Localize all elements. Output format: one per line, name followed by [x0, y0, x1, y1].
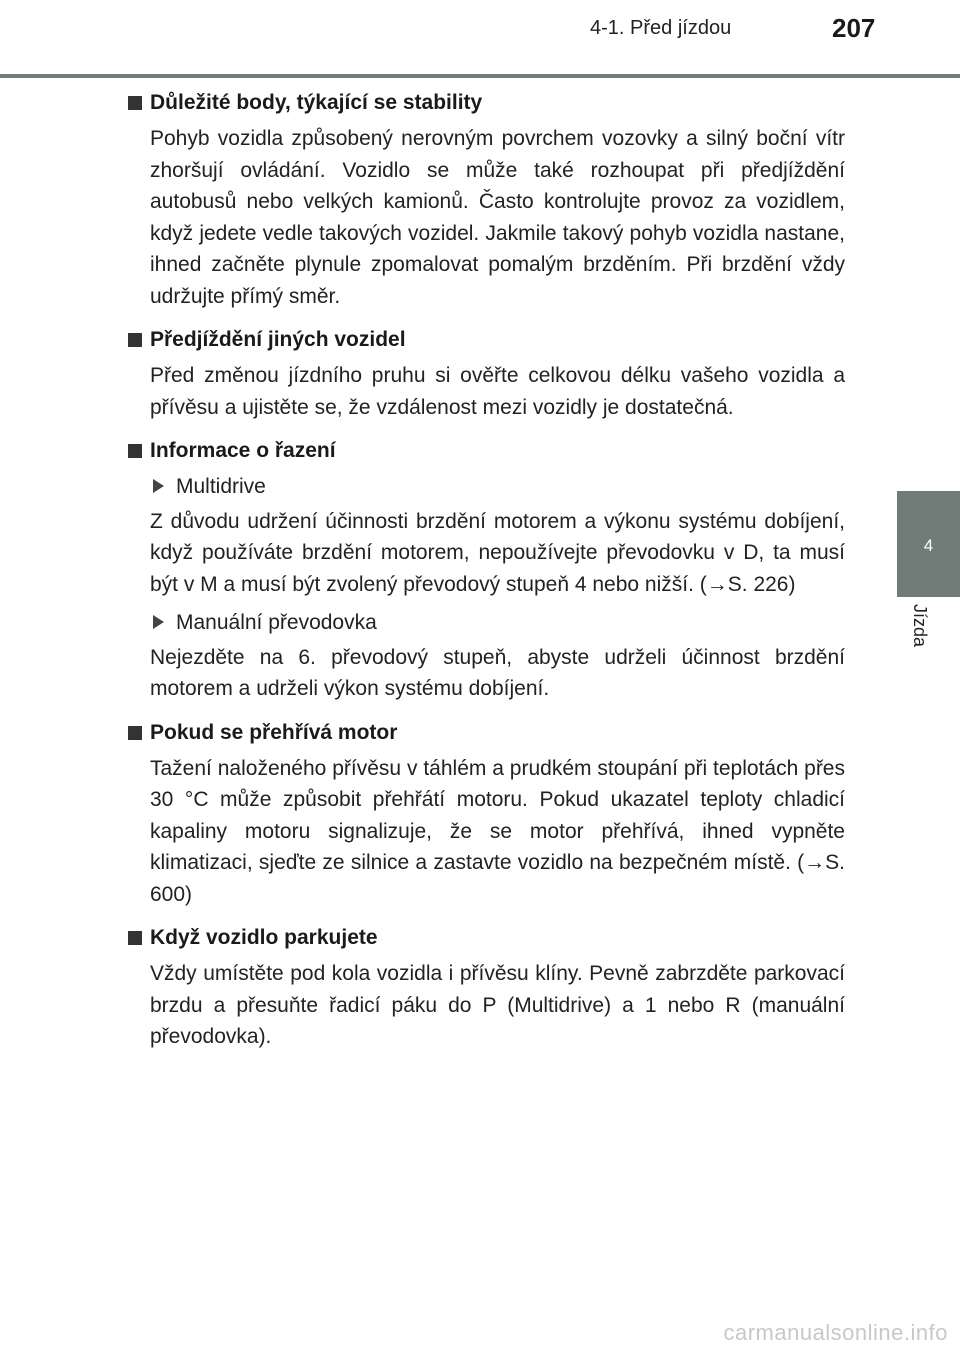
section-title: Když vozidlo parkujete: [150, 926, 378, 949]
section-heading: [125, 325, 845, 355]
section-heading: [125, 718, 845, 748]
triangle-bullet-icon: [153, 479, 164, 493]
subsection-paragraph: Nejezděte na 6. převodový stupeň, abyste udrželi účinnost brzdění motorem a udrželi výkon systému dobíjení.: [150, 645, 845, 700]
square-bullet-icon: [128, 931, 142, 945]
square-bullet-icon: [128, 333, 142, 347]
subsection-title: Manuální převodovka: [176, 611, 377, 634]
chapter-tab[interactable]: [897, 491, 960, 597]
square-bullet-icon: [128, 96, 142, 110]
square-bullet-icon: [128, 444, 142, 458]
header-section-title: 4-1. Před jízdou: [590, 17, 732, 39]
subsection-label: [125, 607, 845, 639]
section-title: Pokud se přehřívá motor: [150, 720, 398, 744]
section-heading: [125, 436, 845, 466]
section-paragraph: Tažení naloženého přívěsu v táhlém a prudkém stoupání při teplotách přes 30 °C může způsobit přehřátí motoru. Pokud ukazatel teploty chladicí kapaliny motoru signalizuje, že se motor přehřívá, ihned vypněte klimatizaci, sjeďte ze silnice a zastavte vozidlo na bezpečném místě. (→S. 600): [150, 756, 845, 906]
subsection-title: Multidrive: [176, 475, 266, 498]
section-paragraph: Před změnou jízdního pruhu si ověřte celkovou délku vašeho vozidla a přívěsu a ujistěte se, že vzdálenost mezi vozidly je dostatečná.: [150, 364, 845, 419]
section-title: Informace o řazení: [150, 439, 336, 462]
section-paragraph: Vždy umístěte pod kola vozidla i přívěsu klíny. Pevně zabrzděte parkovací brzdu a přesuňte řadicí páku do P (Multidrive) a 1 nebo R (manuální převodovka).: [150, 962, 845, 1048]
chapter-number: 4: [923, 536, 934, 555]
triangle-bullet-icon: [153, 615, 164, 629]
section-title: Předjíždění jiných vozidel: [150, 328, 406, 351]
square-bullet-icon: [128, 726, 142, 740]
section-heading: [125, 923, 845, 953]
chapter-label: Jízda: [910, 604, 930, 648]
page-content: [125, 88, 845, 1060]
page-number: 207: [832, 13, 876, 43]
section-paragraph: Pohyb vozidla způsobený nerovným povrchem vozovky a silný boční vítr zhoršují ovládání. Vozidlo se může také rozhoupat při předjíždění autobusů nebo velkých kamionů. Často kontrolujte provoz za vozidlem, když jedete vedle takových vozidel. Jakmile takový pohyb vozidla nastane, ihned začněte plynule zpomalovat pomalým brzděním. Při brzdění vždy udržujte přímý směr.: [150, 127, 845, 308]
header-divider: [0, 74, 960, 78]
watermark-text: carmanualsonline.info: [723, 1320, 948, 1345]
subsection-label: [125, 471, 845, 503]
subsection-paragraph: Z důvodu udržení účinnosti brzdění motorem a výkonu systému dobíjení, když používáte brzdění motorem, nepoužívejte převodovku v D, ta musí být v M a musí být zvolený převodový stupeň 4 nebo nižší. (→S. 226): [150, 509, 845, 596]
section-title: Důležité body, týkající se stability: [150, 91, 483, 114]
section-heading: [125, 88, 845, 118]
